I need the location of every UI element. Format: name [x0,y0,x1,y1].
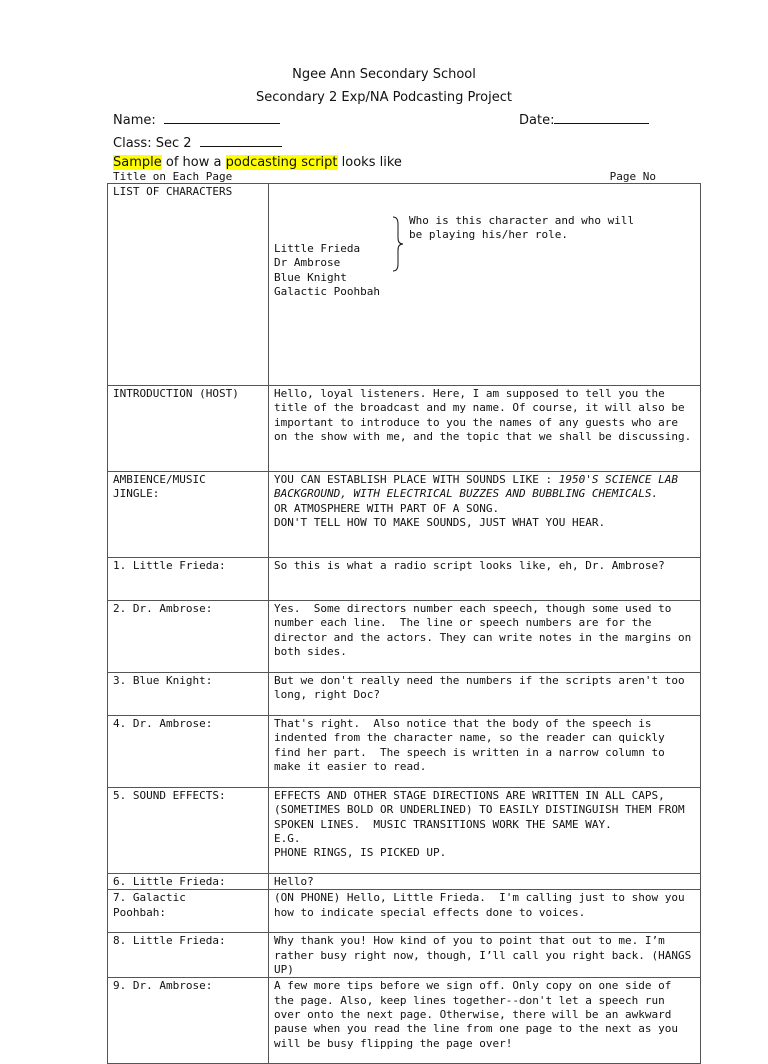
speech-text: Hello? [269,874,701,890]
speaker-label: 8. Little Frieda: [108,933,269,978]
date-blank[interactable] [554,111,649,124]
script-row [108,933,701,978]
speech-text: But we don't really need the numbers if the scripts aren't too long, right Doc? [269,673,701,716]
sample-heading [113,155,402,170]
class-blank[interactable] [200,134,282,147]
speaker-label: 9. Dr. Ambrose: [108,978,269,1064]
ambience-line-1: YOU CAN ESTABLISH PLACE WITH SOUNDS LIKE : [274,473,559,487]
sample-highlight: Sample [113,155,162,170]
project-title: Secondary 2 Exp/NA Podcasting Project [256,90,512,105]
class-label: Class: Sec 2 [113,136,192,151]
speech-text: Why thank you! How kind of you to point that out to me. I’m rather busy right now, though, I’ll call you right back. (HANGS UP) [269,933,701,978]
name-blank[interactable] [164,111,280,124]
speech-text: That's right. Also notice that the body of the speech is indented from the character name, so the reader can quickly find her part. The speech is written in a narrow column to make it easier to read. [269,716,701,788]
script-row [108,978,701,1064]
script-row [108,890,701,933]
intro-text: Hello, loyal listeners. Here, I am supposed to tell you the title of the broadcast and my name. Of course, it will also be important to introduce to you the names of any guests who are on the show with me, and the topic that we shall be discussing. [269,386,701,472]
sample-text-1: of how a [161,155,226,170]
script-row [108,601,701,673]
title-on-each-page: Title on Each Page [113,170,233,183]
speaker-label: 3. Blue Knight: [108,673,269,716]
ambience-example: 1950'S SCIENCE LAB BACKGROUND, WITH ELECTRICAL BUZZES AND BUBBLING CHEMICALS. [274,473,685,501]
class-field [113,134,282,151]
title-line [113,170,656,183]
ambience-line-2: OR ATMOSPHERE WITH PART OF A SONG. [274,501,500,515]
intro-label: INTRODUCTION (HOST) [108,386,269,472]
script-row [108,874,701,890]
speaker-label: 6. Little Frieda: [108,874,269,890]
speech-text: EFFECTS AND OTHER STAGE DIRECTIONS ARE WRITTEN IN ALL CAPS, (SOMETIMES BOLD OR UNDERLINED) TO EASILY DISTINGUISH THEM FROM SPOKEN LINES. MUSIC TRANSITIONS WORK THE SAME WAY. E.G. PHONE RINGS, IS PICKED UP. [269,788,701,874]
page-no: Page No [609,170,656,183]
script-row [108,788,701,874]
school-name: Ngee Ann Secondary School [292,67,476,82]
name-label: Name: [113,113,156,128]
script-row [108,716,701,788]
script-row [108,558,701,601]
ambience-cell [269,472,701,558]
speaker-label: 7. Galactic Poohbah: [108,890,269,933]
speech-text: (ON PHONE) Hello, Little Frieda. I'm calling just to show you how to indicate special effects done to voices. [269,890,701,933]
script-table [107,183,701,1064]
intro-row [108,386,701,472]
speaker-label: 2. Dr. Ambrose: [108,601,269,673]
date-field [519,111,649,128]
date-label: Date: [519,113,555,128]
curly-brace-icon [392,216,404,272]
ambience-label: AMBIENCE/MUSIC JINGLE: [108,472,269,558]
speaker-label: 5. SOUND EFFECTS: [108,788,269,874]
characters-list: Little Frieda Dr Ambrose Blue Knight Galactic Poohbah [274,242,380,299]
characters-note: Who is this character and who will be playing his/her role. [409,213,635,241]
characters-label: LIST OF CHARACTERS [108,184,269,386]
characters-row [108,184,701,386]
speaker-label: 4. Dr. Ambrose: [108,716,269,788]
podcasting-script-highlight: podcasting script [225,155,338,170]
speech-text: Yes. Some directors number each speech, though some used to number each line. The line or speech numbers are for the director and the actors. They can write notes in the margins on both sides. [269,601,701,673]
speech-text: So this is what a radio script looks like, eh, Dr. Ambrose? [269,558,701,601]
ambience-row [108,472,701,558]
name-field [113,111,280,128]
script-row [108,673,701,716]
speech-text: A few more tips before we sign off. Only copy on one side of the page. Also, keep lines together--don't let a speech run over onto the next page. Otherwise, there will be an awkward pause when you read the line from one page to the next as you will be busy flipping the page over! [269,978,701,1064]
speaker-label: 1. Little Frieda: [108,558,269,601]
sample-text-2: looks like [337,155,402,170]
ambience-line-3: DON'T TELL HOW TO MAKE SOUNDS, JUST WHAT YOU HEAR. [274,516,606,530]
characters-cell [269,184,701,386]
